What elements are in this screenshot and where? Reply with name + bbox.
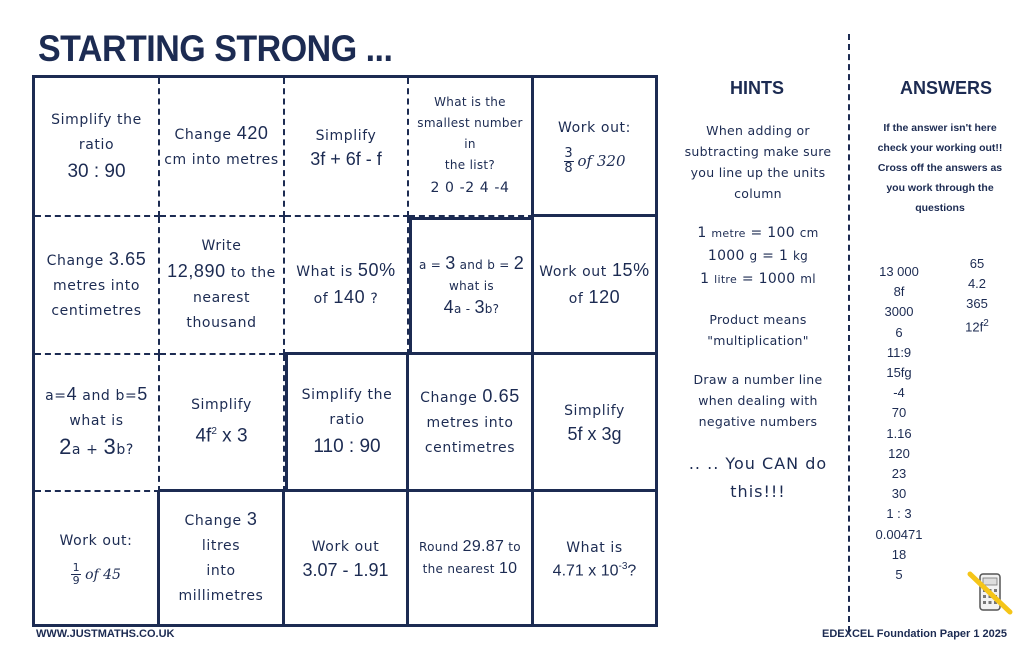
hints-panel [672, 120, 844, 524]
cell-text: 12,890 to the [167, 261, 276, 281]
hint-line: When adding or [706, 123, 810, 138]
answer-item: 13 000 [879, 264, 919, 279]
answer-item: 1 : 3 [886, 506, 912, 522]
cell-text: Change 0.65 [420, 385, 520, 406]
hint-encouragement [672, 450, 844, 506]
question-cell-r4c1 [35, 492, 160, 624]
note-line: you work through the [886, 182, 994, 194]
answer-item: 120 [888, 445, 910, 461]
cell-text: Simplify [191, 397, 252, 414]
cell-text: what is [449, 278, 494, 293]
cell-expression: 5f x 3g [567, 424, 622, 444]
hint-line: Draw a number line [693, 372, 823, 387]
question-cell-r3c4 [409, 355, 534, 492]
note-line: If the answer isn't here [883, 122, 997, 134]
fraction-expression: $\frac{1}{9}$ of 45 [72, 561, 121, 587]
answers-column-2 [952, 254, 1002, 337]
cell-text: Simplify [564, 403, 625, 419]
question-cell-r3c3 [285, 355, 409, 492]
answer-item: 0.00471 [875, 526, 923, 542]
answers-column-1 [862, 262, 936, 585]
cell-text: centimetres [51, 302, 142, 319]
question-cell-r1c5 [534, 78, 655, 217]
cell-expression: 3f + 6f - f [310, 148, 382, 169]
question-cell-r4c4 [409, 492, 534, 624]
answer-item: 15fg [886, 365, 912, 381]
cell-text: the nearest 10 [422, 560, 518, 577]
answer-item: 6 [895, 324, 903, 340]
cell-number-list: 2 0 -2 4 -4 [430, 180, 510, 196]
cell-expression: 4.71 x $10^{-3}$? [552, 560, 637, 580]
note-line: questions [915, 202, 965, 214]
cell-text: ratio [78, 136, 115, 153]
question-grid [32, 75, 658, 627]
cell-text: thousand [186, 315, 257, 331]
cell-text: metres into [53, 277, 140, 294]
no-calculator-icon [966, 570, 1014, 616]
answer-item: 23 [891, 466, 907, 482]
answer-item: 18 [891, 546, 907, 562]
cell-text: centimetres [424, 439, 516, 456]
cell-expression: 4a - 3b? [443, 296, 500, 317]
answer-item: 1.16 [886, 425, 912, 441]
cell-text: a=4 and b=5 [45, 384, 148, 404]
question-cell-r1c4 [409, 78, 534, 217]
cell-expression: 2a + 3b? [59, 434, 134, 459]
question-cell-r4c5 [534, 492, 655, 624]
cell-text: Write [201, 238, 242, 254]
cell-text: Change 420 [174, 122, 269, 143]
hint-line: this!!! [730, 482, 786, 501]
cell-text: the list? [444, 158, 496, 172]
cell-text: cm into metres [164, 151, 279, 168]
cell-text: nearest [192, 290, 251, 306]
cell-text: into millimetres [178, 563, 264, 604]
hint-product [672, 309, 844, 351]
answer-item: 30 [891, 486, 907, 502]
answer-item: 11:9 [886, 344, 912, 360]
note-line: Cross off the answers as [877, 162, 1003, 174]
cell-expression: 30 : 90 [67, 160, 126, 182]
answers-note [860, 118, 1020, 218]
question-cell-r2c3 [285, 217, 409, 355]
question-cell-r4c2 [160, 492, 285, 624]
cell-text: of 120 [568, 286, 621, 307]
hint-unit-conversions [672, 222, 844, 291]
answer-item: 365 [966, 296, 988, 311]
cell-text: Simplify the [301, 387, 393, 403]
answer-item: 5 [895, 567, 903, 583]
page-title: STARTING STRONG ... [38, 28, 393, 70]
hint-line: "multiplication" [707, 333, 809, 348]
question-cell-r2c4 [409, 217, 534, 355]
section-divider [848, 34, 850, 632]
answer-item: 70 [891, 405, 907, 421]
question-cell-r3c1 [35, 355, 160, 492]
hint-line: .. .. You CAN do [688, 454, 828, 473]
hint-line: you line up the units [690, 165, 826, 180]
question-cell-r4c3 [285, 492, 409, 624]
question-cell-r1c2 [160, 78, 285, 217]
cell-text: Change 3.65 [46, 248, 147, 269]
answer-item: 65 [969, 256, 985, 271]
hint-unit-line: 1 litre = 1000 ml [700, 271, 816, 287]
question-cell-r2c2 [160, 217, 285, 355]
answers-title: ANSWERS [900, 78, 993, 98]
cell-text: Simplify [315, 127, 377, 144]
answer-item: 8f [893, 284, 905, 300]
cell-text: Round 29.87 to [419, 538, 521, 555]
hint-place-value [672, 120, 844, 204]
cell-expression: 110 : 90 [313, 436, 381, 457]
question-cell-r3c2 [160, 355, 285, 492]
cell-text: What is the [434, 95, 506, 109]
question-cell-r1c3 [285, 78, 409, 217]
cell-text: ratio [329, 412, 365, 428]
answer-item: 3000 [884, 304, 914, 320]
hint-line: when dealing with [698, 393, 818, 408]
answer-item: -4 [893, 385, 905, 401]
answer-item: 4.2 [967, 276, 987, 291]
hint-line: Product means [709, 312, 807, 327]
cell-text: smallest number in [417, 116, 523, 151]
note-line: check your working out!! [877, 142, 1003, 154]
cell-text: Work out: [558, 120, 631, 136]
fraction-expression: $\frac{3}{8}$ of 320 [564, 146, 626, 176]
cell-expression: $4f^2$ x 3 [195, 425, 248, 447]
hints-title: HINTS [730, 78, 784, 98]
cell-text: Change 3 litres [184, 509, 258, 554]
question-cell-r2c5 [534, 217, 655, 355]
hint-unit-line: 1 metre = 100 cm [697, 225, 819, 241]
cell-text: Work out: [59, 533, 133, 549]
hint-line: subtracting make sure [684, 144, 832, 159]
hint-line: column [734, 186, 782, 201]
cell-text: Work out 15% [539, 259, 650, 280]
hint-number-line [672, 369, 844, 432]
footer-website: WWW.JUSTMATHS.CO.UK [36, 628, 175, 640]
cell-text: what is [69, 413, 124, 429]
answer-item: $12f^2$ [965, 318, 989, 335]
hint-unit-line: 1000 g = 1 kg [707, 248, 809, 264]
cell-text: Simplify the [51, 111, 142, 128]
cell-text: a = 3 and b = 2 [418, 252, 525, 273]
question-cell-r1c1 [35, 78, 160, 217]
cell-text: Work out [311, 539, 380, 555]
cell-expression: 3.07 - 1.91 [302, 560, 389, 580]
footer-paper-info: EDEXCEL Foundation Paper 1 2025 [822, 628, 1008, 640]
question-cell-r3c5 [534, 355, 655, 492]
question-cell-r2c1 [35, 217, 160, 355]
cell-text: metres into [426, 414, 514, 431]
cell-text: What is [566, 539, 623, 556]
hint-line: negative numbers [698, 414, 818, 429]
cell-text: of 140 ? [313, 286, 379, 307]
cell-text: What is 50% [296, 259, 396, 280]
